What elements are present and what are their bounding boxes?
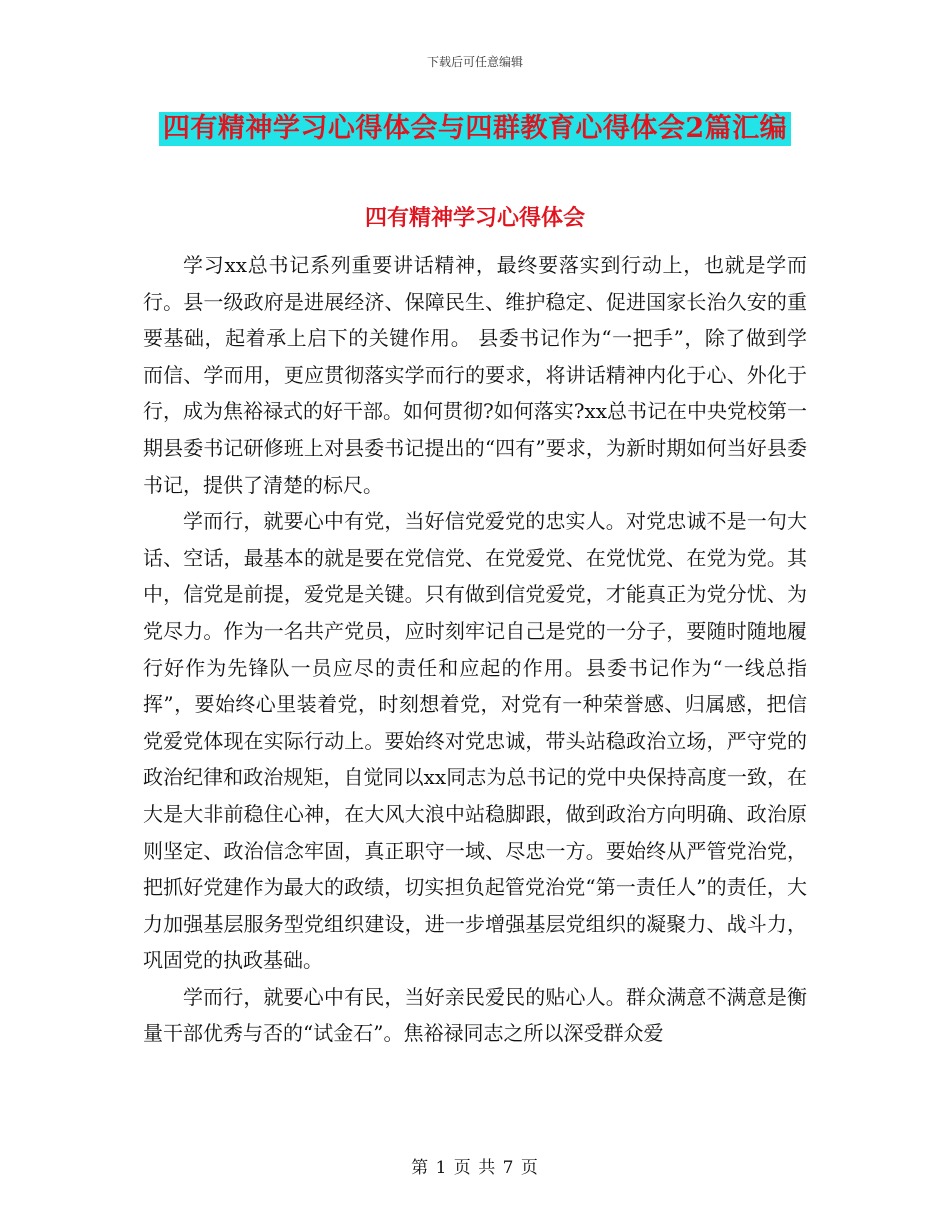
main-title-container [0,112,950,146]
body-text [143,247,807,1052]
paragraph: 学而行，就要心中有民，当好亲民爱民的贴心人。群众满意不满意是衡量干部优秀与否的“试金石”。焦裕禄同志之所以深受群众爱 [143,984,807,1046]
page-header-note: 下载后可任意编辑 [426,55,523,69]
page-number-footer: 第 1 页 共 7 页 [411,1158,539,1178]
document-title: 四有精神学习心得体会与四群教育心得体会2篇汇编 [159,112,791,146]
section-title: 四有精神学习心得体会 [364,205,585,231]
paragraph: 学而行，就要心中有党，当好信党爱党的忠实人。对党忠诚不是一句大话、空话，最基本的就是要在党信党、在党爱党、在党忧党、在党为党。其中，信党是前提，爱党是关键。只有做到信党爱党，才能真正为党分忧、为党尽力。作为一名共产党员，应时刻牢记自己是党的一分子，要随时随地履行好作为先锋队一员应尽的责任和应起的作用。县委书记作为“一线总指挥”，要始终心里装着党，时刻想着党，对党有一种荣誉感、归属感，把信党爱党体现在实际行动上。要始终对党忠诚，带头站稳政治立场，严守党的政治纪律和政治规矩，自觉同以xx同志为总书记的党中央保持高度一致，在大是大非前稳住心神，在大风大浪中站稳脚跟，做到政治方向明确、政治原则坚定、政治信念牢固，真正职守一域、尽忠一方。要始终从严管党治党，把抓好党建作为最大的政绩，切实担负起管党治党“第一责任人”的责任，大力加强基层服务型党组织建设，进一步增强基层党组织的凝聚力、战斗力，巩固党的执政基础。 [143,509,807,973]
paragraph: 学习xx总书记系列重要讲话精神，最终要落实到行动上，也就是学而行。县一级政府是进展经济、保障民生、维护稳定、促进国家长治久安的重要基础，起着承上启下的关键作用。 县委书记作为“一把手”，除了做到学而信、学而用，更应贯彻落实学而行的要求，将讲话精神内化于心、外化于行，成为焦裕禄式的好干部。如何贯彻?如何落实?xx总书记在中央党校第一期县委书记研修班上对县委书记提出的“四有”要求，为新时期如何当好县委书记，提供了清楚的标尺。 [143,253,808,497]
